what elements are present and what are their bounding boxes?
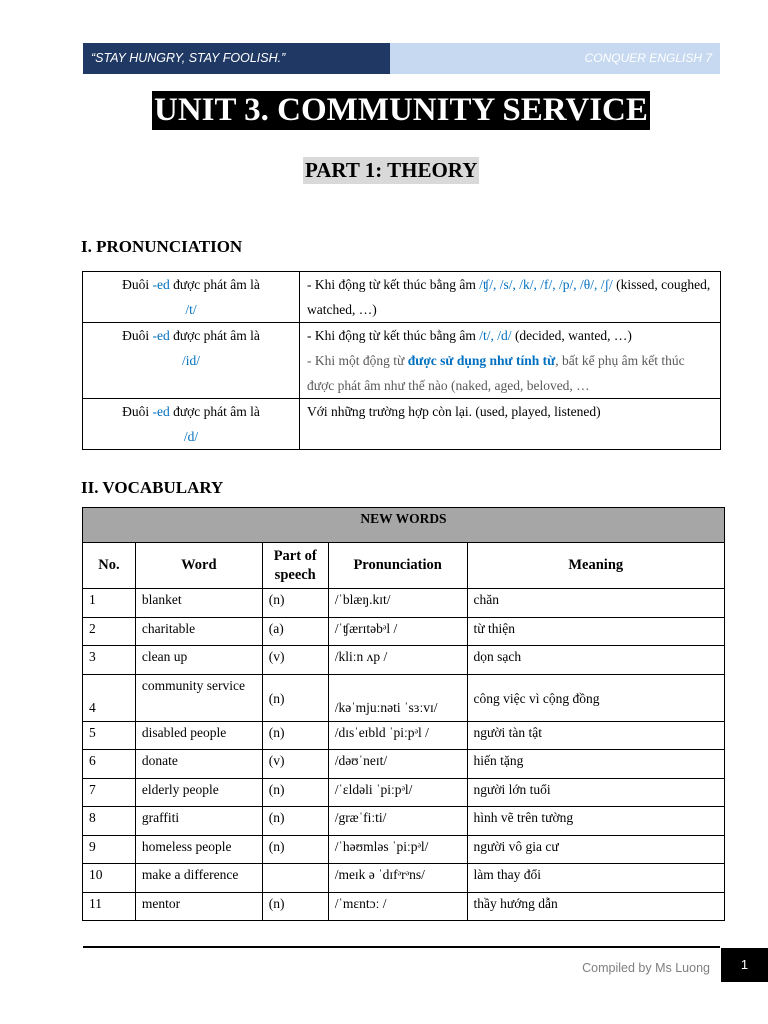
pron-rule: - Khi động từ kết thúc bằng âm /ʧ/, /s/, /k/, /f/, /p/, /θ/, /ʃ/ (kissed, coughed, watched, …) xyxy=(300,272,721,323)
footer-compiled-by: Compiled by Ms Luong xyxy=(582,961,710,975)
pron-row-id xyxy=(83,323,721,399)
cell-no: 6 xyxy=(83,750,136,779)
cell-word: community service xyxy=(135,674,262,721)
cell-word: elderly people xyxy=(135,778,262,807)
table-title-row xyxy=(83,508,725,543)
cell-no: 2 xyxy=(83,617,136,646)
cell-pronunciation: /kliːn ʌp / xyxy=(328,646,467,675)
cell-meaning: làm thay đổi xyxy=(467,864,724,893)
col-meaning: Meaning xyxy=(467,543,724,589)
cell-meaning: người lớn tuổi xyxy=(467,778,724,807)
pron-label: Đuôi -ed được phát âm là /t/ xyxy=(83,272,300,323)
pron-rule: Với những trường hợp còn lại. (used, played, listened) xyxy=(300,399,721,450)
table-row xyxy=(83,617,725,646)
cell-meaning: từ thiện xyxy=(467,617,724,646)
cell-no: 9 xyxy=(83,835,136,864)
cell-word: homeless people xyxy=(135,835,262,864)
col-no: No. xyxy=(83,543,136,589)
cell-pos xyxy=(262,864,328,893)
col-word: Word xyxy=(135,543,262,589)
cell-word: donate xyxy=(135,750,262,779)
column-header-row xyxy=(83,543,725,589)
vocab-body xyxy=(83,589,725,921)
cell-pos: (n) xyxy=(262,589,328,618)
table-row xyxy=(83,778,725,807)
footer-divider xyxy=(83,946,720,948)
cell-pos: (n) xyxy=(262,778,328,807)
cell-meaning: hình vẽ trên tường xyxy=(467,807,724,836)
cell-pronunciation: /dəʊˈneɪt/ xyxy=(328,750,467,779)
cell-meaning: công việc vì cộng đồng xyxy=(467,674,724,721)
table-row xyxy=(83,646,725,675)
rule-sounds: /t/, /d/ xyxy=(479,328,512,343)
cell-pos: (n) xyxy=(262,807,328,836)
table-row xyxy=(83,750,725,779)
sound-id: /id/ xyxy=(181,353,200,368)
cell-word: charitable xyxy=(135,617,262,646)
table-row xyxy=(83,864,725,893)
cell-word: mentor xyxy=(135,892,262,921)
cell-meaning: dọn sạch xyxy=(467,646,724,675)
cell-word: make a difference xyxy=(135,864,262,893)
cell-no: 11 xyxy=(83,892,136,921)
pron-row-d xyxy=(83,399,721,450)
table-row xyxy=(83,589,725,618)
rule-sounds: /ʧ/, /s/, /k/, /f/, /p/, /θ/, /ʃ/ xyxy=(479,277,613,292)
table-row xyxy=(83,892,725,921)
cell-pronunciation: /kəˈmjuːnəti ˈsɜːvɪ/ xyxy=(328,674,467,721)
cell-word: clean up xyxy=(135,646,262,675)
cell-word: disabled people xyxy=(135,721,262,750)
cell-pos: (v) xyxy=(262,646,328,675)
cell-pos: (n) xyxy=(262,835,328,864)
ed-suffix: -ed xyxy=(152,404,170,419)
adjective-rule: được sử dụng như tính từ xyxy=(407,353,556,368)
pron-row-t xyxy=(83,272,721,323)
vocabulary-heading: II. VOCABULARY xyxy=(81,478,224,497)
cell-pos: (n) xyxy=(262,721,328,750)
sound-t: /t/ xyxy=(185,302,197,317)
pron-label: Đuôi -ed được phát âm là /id/ xyxy=(83,323,300,399)
header-course: CONQUER ENGLISH 7 xyxy=(390,43,720,74)
col-pos: Part of speech xyxy=(262,543,328,589)
col-pronunciation: Pronunciation xyxy=(328,543,467,589)
cell-pronunciation: /dɪsˈeɪbld ˈpiːpᵊl / xyxy=(328,721,467,750)
table-row xyxy=(83,807,725,836)
cell-pronunciation: /ˈblæŋ.kɪt/ xyxy=(328,589,467,618)
cell-pronunciation: /græˈfiːti/ xyxy=(328,807,467,836)
cell-no: 10 xyxy=(83,864,136,893)
cell-pos: (v) xyxy=(262,750,328,779)
pronunciation-heading: I. PRONUNCIATION xyxy=(81,237,243,256)
cell-meaning: hiến tặng xyxy=(467,750,724,779)
table-row xyxy=(83,721,725,750)
ed-suffix: -ed xyxy=(152,277,170,292)
cell-no: 4 xyxy=(83,674,136,721)
sound-d: /d/ xyxy=(183,429,199,444)
cell-no: 5 xyxy=(83,721,136,750)
cell-pronunciation: /ˈhəʊmləs ˈpiːpᵊl/ xyxy=(328,835,467,864)
vocabulary-table xyxy=(82,507,725,921)
cell-pos: (n) xyxy=(262,892,328,921)
header-bar xyxy=(83,43,720,74)
header-quote: “STAY HUNGRY, STAY FOOLISH.” xyxy=(83,43,390,74)
table-row xyxy=(83,674,725,721)
cell-meaning: chăn xyxy=(467,589,724,618)
pron-rule: - Khi động từ kết thúc bằng âm /t/, /d/ (decided, wanted, …) - Khi một động từ được sử dụng như tính từ, bất kể phụ âm kết thúc được phát âm như thế nào (naked, aged, beloved, … xyxy=(300,323,721,399)
cell-no: 7 xyxy=(83,778,136,807)
pron-label: Đuôi -ed được phát âm là /d/ xyxy=(83,399,300,450)
cell-meaning: người vô gia cư xyxy=(467,835,724,864)
cell-pos: (n) xyxy=(262,674,328,721)
unit-title: UNIT 3. COMMUNITY SERVICE xyxy=(154,92,648,128)
cell-no: 1 xyxy=(83,589,136,618)
cell-word: blanket xyxy=(135,589,262,618)
cell-no: 8 xyxy=(83,807,136,836)
cell-pronunciation: /ˈʧærɪtəbᵊl / xyxy=(328,617,467,646)
cell-pronunciation: /meɪk ə ˈdɪfᵊrᵊns/ xyxy=(328,864,467,893)
cell-pronunciation: /ˈmɛntɔː / xyxy=(328,892,467,921)
ed-suffix: -ed xyxy=(152,328,170,343)
part-title: PART 1: THEORY xyxy=(305,158,478,182)
table-row xyxy=(83,835,725,864)
table-title: NEW WORDS xyxy=(83,508,725,543)
cell-no: 3 xyxy=(83,646,136,675)
cell-word: graffiti xyxy=(135,807,262,836)
page-number: 1 xyxy=(721,948,768,982)
cell-pronunciation: /ˈɛldəli ˈpiːpᵊl/ xyxy=(328,778,467,807)
pronunciation-table xyxy=(82,271,721,450)
cell-meaning: người tàn tật xyxy=(467,721,724,750)
cell-meaning: thầy hướng dẫn xyxy=(467,892,724,921)
cell-pos: (a) xyxy=(262,617,328,646)
